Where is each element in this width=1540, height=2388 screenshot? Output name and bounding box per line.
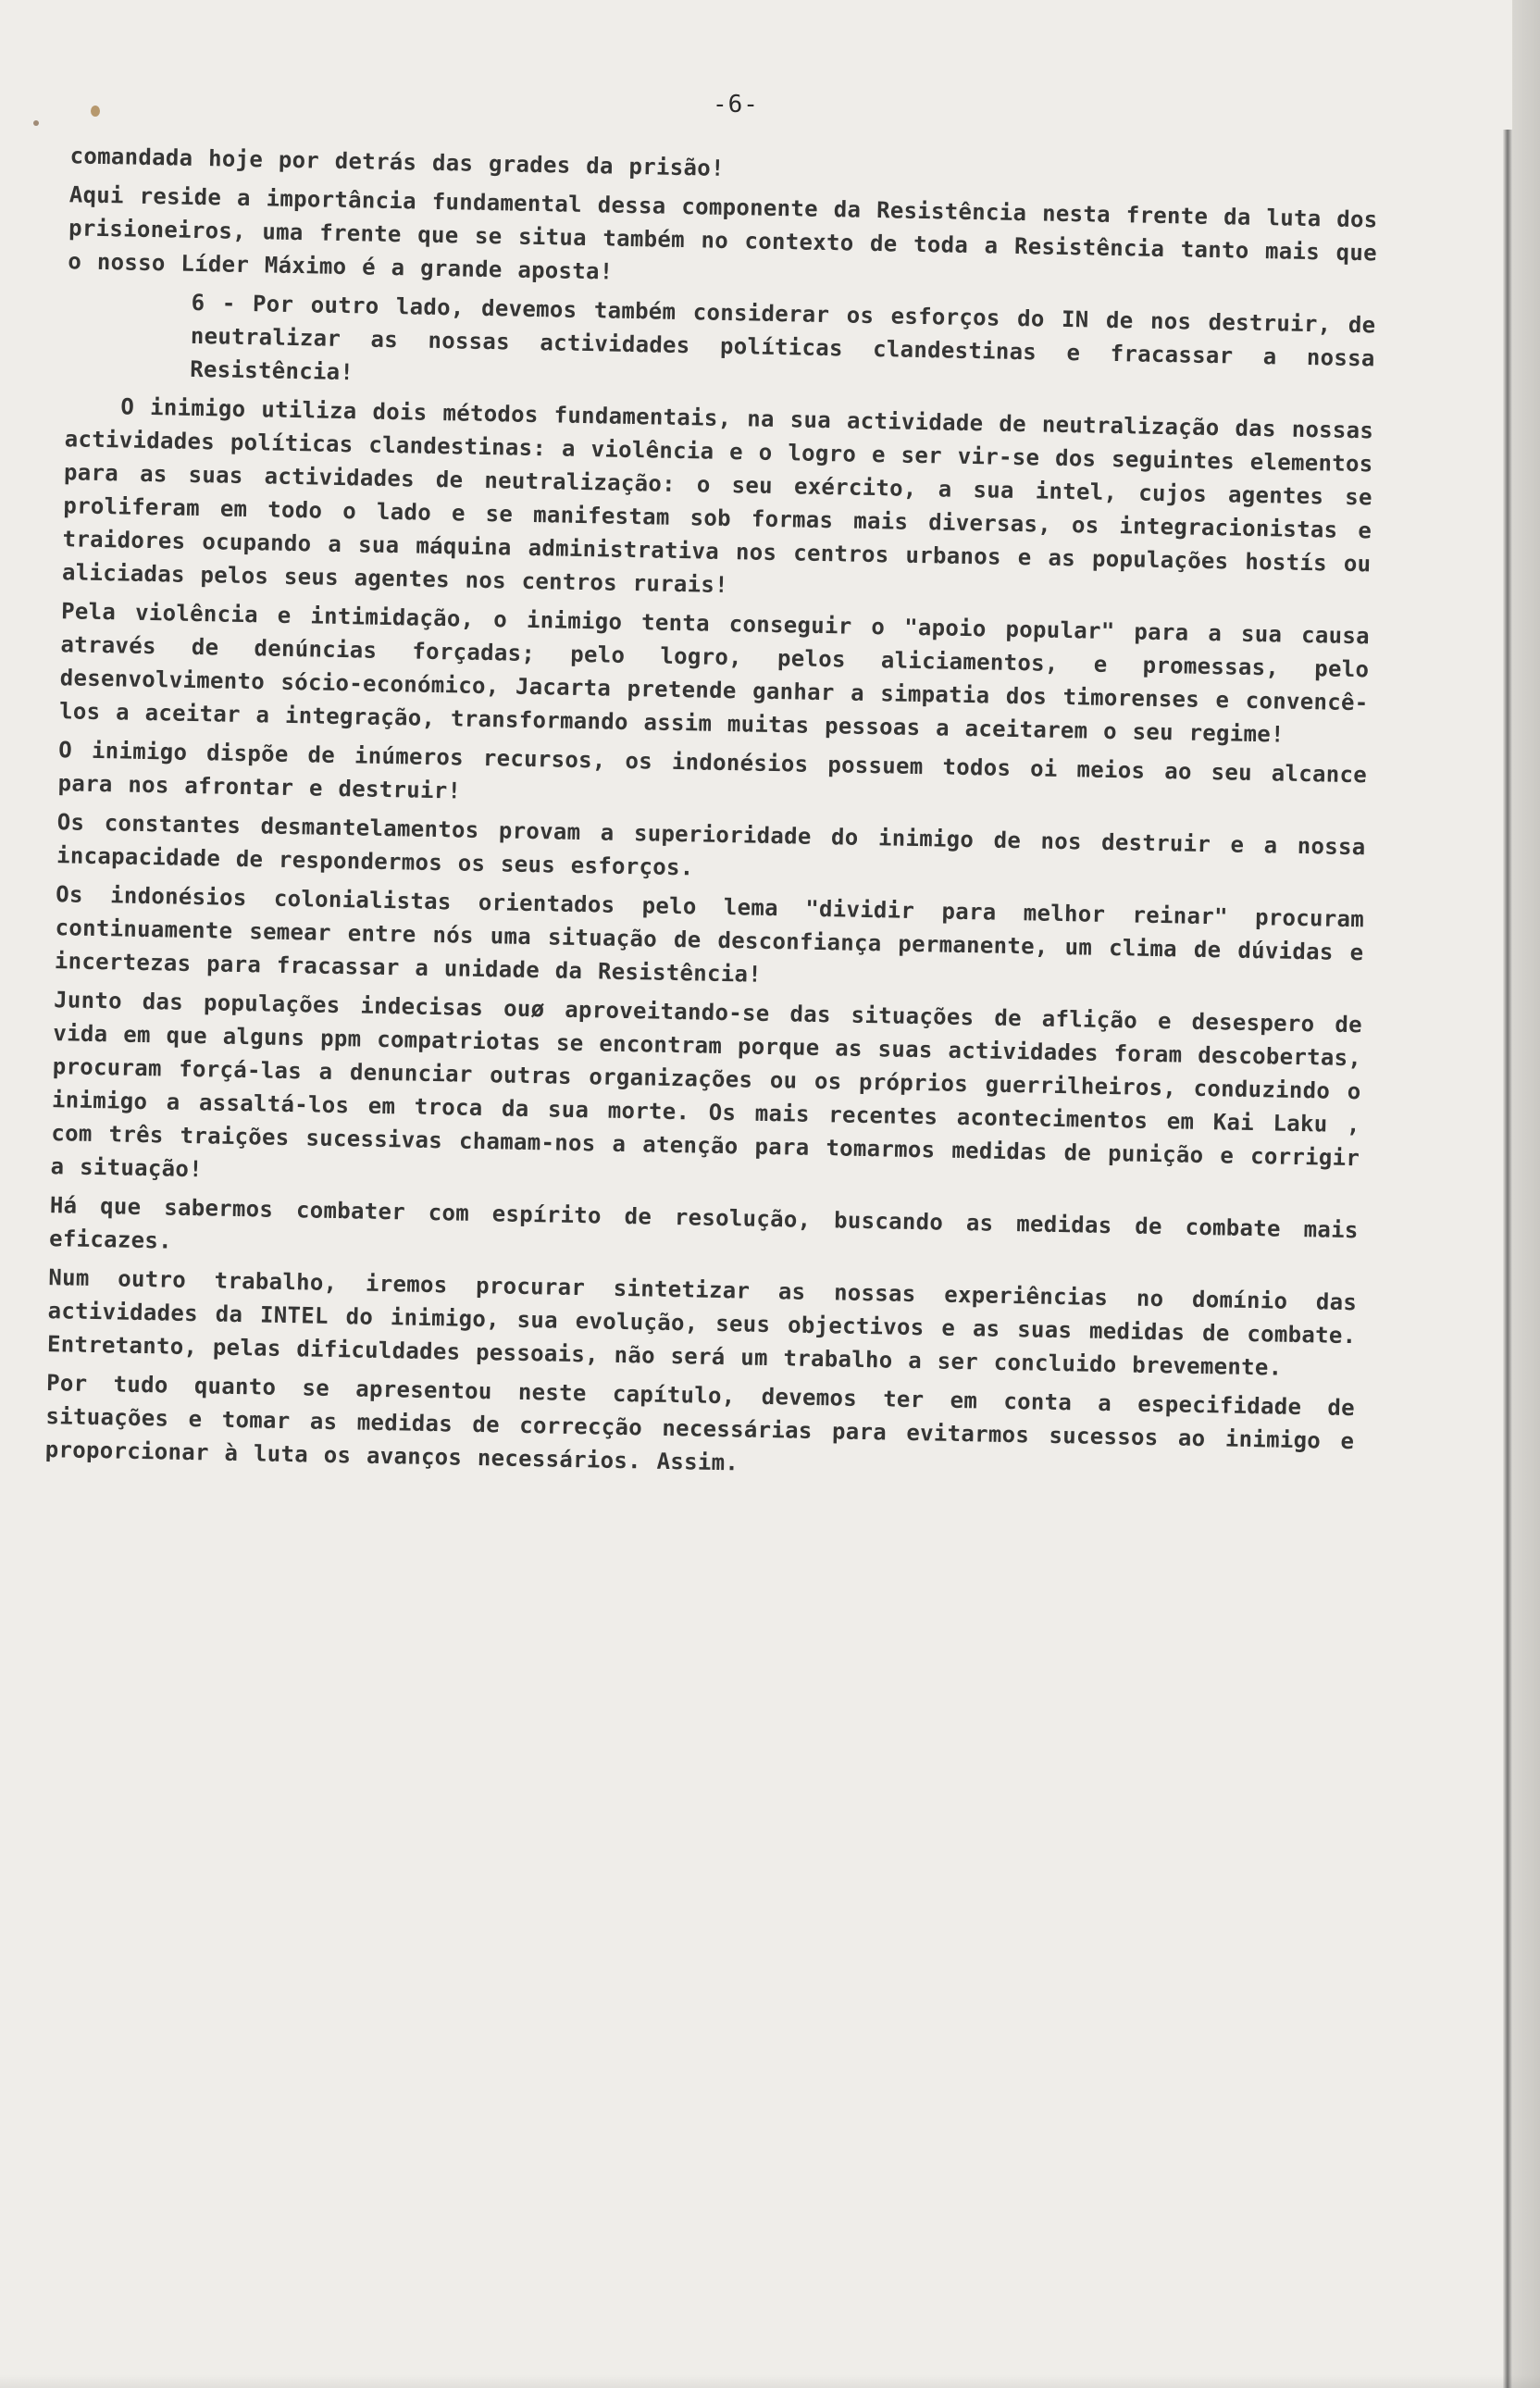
paragraph: Pela violência e intimidação, o inimigo tenta conseguir o "apoio popular" para a sua causa através de denúncias forçadas; pelo logro, pelos aliciamentos, e promessas, pelo desenvolvimento sócio-económico, Jacarta pretende ganhar a simpatia dos timorenses e convencê-los a aceitar a integração, transformando assim muitas pessoas a aceitarem o seu regime! [58, 598, 1371, 748]
numbered-paragraph: 6 - Por outro lado, devemos também considerar os esforços do IN de nos destruir, de neutralizar as nossas actividades políticas clandestinas e fracassar a nossa Resistência! [189, 289, 1376, 386]
paragraph: Aqui reside a importância fundamental dessa componente da Resistência nesta frente da luta dos prisioneiros, uma frente que se situa também no contexto de toda a Resistência tanto mais que o nosso Líder Máximo é a grande aposta! [68, 181, 1378, 285]
paragraph: Por tudo quanto se apresentou neste capítulo, devemos ter em conta a especifidade de situações e tomar as medidas de correcção necessárias para evitarmos sucessos ao inimigo e proporcionar à luta os avanços necessários. Assim. [44, 1370, 1356, 1476]
paragraph: Num outro trabalho, iremos procurar sintetizar as nossas experiências no domínio das actividades da INTEL do inimigo, sua evolução, seus objectivos e as suas medidas de combate. Entretanto, pelas dificuldades pessoais, não será um trabalho a ser concluido brevemente. [46, 1264, 1358, 1381]
paragraph: Há que sabermos combater com espírito de resolução, buscando as medidas de combate mais eficazes. [48, 1192, 1359, 1254]
page-number: -6- [713, 91, 759, 118]
paragraph: O inimigo utiliza dois métodos fundamentais, na sua actividade de neutralização das nossas actividades políticas clandestinas: a violência e o logro e ser vir-se dos seguintes elementos para as suas actividades de neutralização: o seu exército, a sua intel, cujos agentes se proliferam em todo o lado e se manifestam sob formas mais diversas, os integracionistas e traidores ocupando a sua máquina administrativa nos centros urbanos e as populações hostís ou aliciadas pelos seus agentes nos centros rurais! [61, 393, 1374, 599]
paragraph: Os indonésios colonialistas orientados pelo lema "dividir para melhor reinar" procuram continuamente semear entre nós uma situação de desconfiança permanente, um clima de dúvidas e incertezas para fracassar a unidade da Resistência! [54, 881, 1365, 988]
paragraph: Junto das populações indecisas ouø aproveitando-se das situações de aflição e desespero de vida em que alguns ppm compatriotas se encontram porque as suas actividades foram descobertas, procuram forçá-las a denunciar outras organizações ou os próprios guerrilheiros, conduzindo o inimigo a assaltá-los em troca da sua morte. Os mais recentes acontecimentos em Kai Laku , com três traições sucessivas chamam-nos a atenção para tomarmos medidas de punição e corrigir a situação! [50, 987, 1363, 1183]
paragraph: comandada hoje por detrás das grades da prisão! [69, 143, 726, 181]
page-edge-shadow [1512, 0, 1540, 2388]
stain-mark [91, 106, 100, 117]
stain-mark-small [33, 120, 39, 126]
page-bottom-shadow [0, 2375, 1540, 2388]
page-edge-line [1503, 130, 1512, 2388]
typewritten-body [30, 139, 1378, 1497]
paragraph: Os constantes desmantelamentos provam a superioridade do inimigo de nos destruir e a nossa incapacidade de respondermos os seus esforços. [56, 809, 1366, 881]
paragraph: O inimigo dispõe de inúmeros recursos, os indonésios possuem todos oi meios ao seu alcance para nos afrontar e destruir! [57, 737, 1368, 804]
